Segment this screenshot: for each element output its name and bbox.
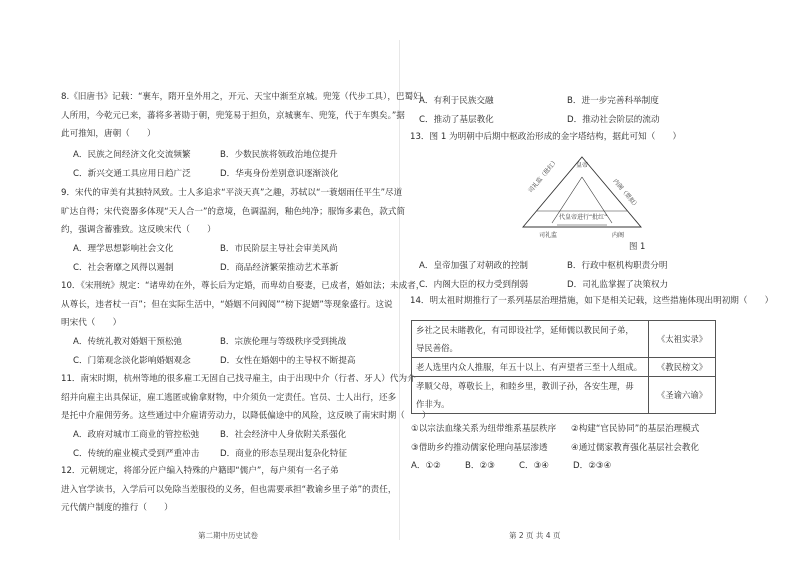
table-cell-source: 《太祖实录》 (649, 321, 716, 358)
question-10-line: 明宋代（ ） (61, 318, 122, 328)
records-table (411, 320, 716, 414)
question-11-line: 11．南宋时期，杭州等地的很多雇工无固自己找寻雇主，由于出现中介（行者、牙人）代为介 (61, 374, 416, 384)
question-12-line: 12．元朝规定，将部分匠户编入特殊的户籍即“儒户”，每户须有一名子弟 (61, 466, 339, 476)
choice-d: D．②③④ (573, 461, 612, 471)
option-c: C．社会奢靡之风得以遏制 (73, 262, 174, 273)
diagram-bottom-left-label: 司礼监 (539, 232, 558, 239)
statement-2: ②构建“官民协同”的基层治理模式 (571, 424, 700, 434)
option-b: B．行政中枢机构职责分明 (567, 261, 668, 271)
question-14 (410, 292, 773, 311)
pyramid-diagram (517, 153, 647, 241)
statement-4: ④通过儒家教育强化基层社会教化 (571, 442, 700, 453)
question-12-options (419, 92, 749, 129)
question-10-line: 10．《宋刑统》规定：“诸卑幼在外，尊长后为定婚，而卑幼自娶妻，已成者，婚如法；未成者， (61, 281, 425, 291)
option-a: A．政府对城市工商业的管控松弛 (73, 430, 200, 440)
question-11-line: 是托中介雇佣劳务。这些通过中介雇请劳动力，以降低偏途中的风险，这反映了南宋时期（ ） (61, 411, 431, 421)
table-cell-text: 老人选里内众人推服，年五十以上、有声望者三至十人组成。 (412, 358, 649, 377)
statement-3: ③借助乡约推动儒家伦理向基层渗透 (411, 442, 548, 453)
question-14-stem: 14．明太祖时期推行了一系列基层治理措施，如下是相关记载，这些措施体现出明初期（ ） (410, 296, 774, 306)
question-12 (61, 462, 396, 518)
question-9-line: 旷达自得；宋代瓷器多体现“天人合一”的意境，色调温润，釉色纯净；服饰多素色，款式简 (61, 206, 406, 217)
question-11 (61, 370, 431, 426)
option-a: A．理学思想影响社会文化 (73, 244, 174, 254)
question-9-line: 9．宋代的审美有其独特风致。士人多追求“平淡天真”之趣，苏轼以“一蓑烟雨任平生”尽道 (61, 188, 403, 198)
choice-a: A．①② (411, 461, 441, 471)
option-c: C．门第观念淡化影响婚姻观念 (73, 355, 191, 366)
option-a: A．皇帝加强了对朝政的控制 (419, 261, 529, 271)
option-a: A．传统礼教对婚姻干预松弛 (73, 337, 183, 347)
option-b: B．宗族伦理与等级秩序受到挑战 (220, 337, 347, 347)
question-8-line: 8.《旧唐书》记载：“裹车，隋开皇外用之，开元、天宝中渐至京城。兜笼（代步工具），巴蜀妇 (61, 92, 422, 102)
option-c: C．新兴交通工具应用日趋广泛 (73, 168, 191, 179)
table-row (412, 321, 716, 358)
diagram-top-label: 皇帝 (576, 162, 589, 169)
option-d: D．商品经济繁荣推动艺术革新 (220, 262, 339, 273)
question-11-options (73, 426, 393, 463)
cell-line: 导民善俗。 (416, 343, 458, 353)
question-13 (410, 128, 681, 147)
diagram-right-side-label: 内阁（票拟） (611, 177, 640, 210)
question-13-stem: 13．图 1 为明朝中后期中枢政治形成的金字塔结构，据此可知（ ） (410, 132, 682, 142)
option-d: D．女性在婚姻中的主导权不断提高 (220, 355, 356, 366)
question-9-options (73, 240, 393, 277)
question-10-options (73, 333, 393, 370)
option-b: B．少数民族将领政治地位提升 (220, 150, 338, 160)
choice-b: B．②③ (465, 461, 495, 471)
option-d: D．华夷身份差别意识逐渐淡化 (220, 168, 339, 179)
page-footer-title: 第二期中历史试卷 (198, 531, 258, 540)
cell-line: 孝顺父母，尊敬长上，和睦乡里，教训子孙，各安生理，毋 (416, 381, 634, 391)
figure-caption: 图 1 (629, 241, 646, 251)
question-9-line: 约，强调含蓄雅致。这反映宋代（ ） (61, 225, 216, 235)
question-13-options (419, 257, 749, 294)
question-12-line: 元代儒户制度的推行（ ） (61, 503, 173, 513)
cell-line: 作非为。 (416, 399, 450, 409)
option-d: D．司礼监掌握了决策权力 (567, 279, 669, 290)
table-cell-text (412, 377, 649, 414)
question-8-line: 此可推知，唐朝（ ） (61, 129, 156, 139)
question-9 (61, 184, 405, 240)
question-14-statements (411, 420, 751, 476)
option-c: C．传统的雇业模式受到严重冲击 (73, 448, 200, 459)
diagram-bottom-right-label: 内阁 (612, 232, 625, 239)
question-11-line: 绍并向雇主出具保证，雇工逃匿或偷拿财物，中介须负一定责任。官员、士人出行，还多 (61, 392, 397, 403)
table-cell-text (412, 321, 649, 358)
table-cell-source: 《教民榜文》 (649, 358, 716, 377)
diagram-center-label: 代皇帝进行“批红” (559, 214, 608, 221)
table-row (412, 377, 716, 414)
question-8-line: 人所用，今乾元已来，蕃将多著勋于朝，兜笼易于担负，京城裹车、兜笼，代于车舆矣。”据 (61, 110, 405, 121)
option-b: B．市民阶层主导社会审美风尚 (220, 244, 338, 254)
cell-line: 乡社之民未睹教化，有司即设社学，延师儒以教民间子弟， (416, 325, 634, 335)
page-number: 第 2 页 共 4 页 (509, 531, 561, 540)
question-10 (61, 277, 424, 333)
question-8-options (73, 146, 393, 183)
option-a: A．有利于民族交融 (419, 96, 494, 106)
choice-c: C．③④ (519, 461, 550, 471)
table-cell-source: 《圣谕六谕》 (649, 377, 716, 414)
question-12-line: 进入官学读书，入学后可以免除当差服役的义务，但也需要承担“教谕乡里子弟”的责任， (61, 484, 397, 495)
option-a: A．民族之间经济文化交流频繁 (73, 150, 191, 160)
option-d: D．推动社会阶层的流动 (567, 114, 660, 125)
question-8 (61, 88, 422, 144)
option-b: B．进一步完善科举制度 (567, 96, 659, 106)
option-c: C．推动了基层教化 (419, 114, 494, 125)
statement-1: ①以宗法血缘关系为纽带维系基层秩序 (411, 424, 557, 434)
option-b: B．社会经济中人身依附关系强化 (220, 430, 347, 440)
right-page (400, 0, 800, 566)
question-10-line: 从尊长，违者杖一百”；但在实际生活中，“婚姻不问阀阅”“榜下捉婿”等现象盛行。这说 (61, 299, 393, 310)
option-d: D．商业的形态呈现出复杂化特征 (220, 448, 347, 459)
diagram-left-side-label: 司礼监（批红） (527, 157, 560, 195)
option-c: C．内阁大臣的权力受到削弱 (419, 279, 529, 290)
table-row (412, 358, 716, 377)
